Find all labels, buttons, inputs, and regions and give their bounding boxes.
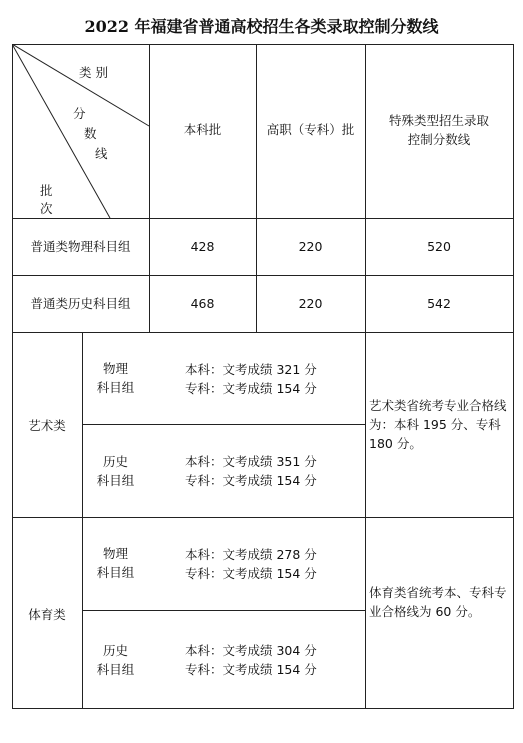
art-history-line: 专科：文考成绩 154 分 bbox=[185, 473, 317, 488]
header-special: 特殊类型招生录取 bbox=[388, 113, 489, 128]
header-undergrad: 本科批 bbox=[183, 122, 222, 137]
corner-label-score: 线 bbox=[95, 146, 108, 161]
cell-undergrad: 428 bbox=[190, 239, 215, 254]
sports-label: 体育类 bbox=[28, 607, 66, 622]
corner-label-batch: 次 bbox=[40, 201, 53, 216]
cell-special: 542 bbox=[427, 296, 451, 311]
art-history-line: 本科：文考成绩 351 分 bbox=[185, 454, 317, 469]
cell-vocational: 220 bbox=[298, 239, 323, 254]
row-divider bbox=[12, 275, 514, 276]
corner-label-batch: 批 bbox=[40, 183, 53, 198]
art-history-label: 历史 bbox=[102, 454, 128, 469]
table-border-right bbox=[513, 44, 514, 709]
sports-note: 体育类省统考本、专科专业合格线为 60 分。 bbox=[369, 585, 507, 619]
art-note: 艺术类省统考专业合格线为：本科 195 分、专科 180 分。 bbox=[369, 398, 507, 451]
sports-history-label: 历史 bbox=[102, 643, 128, 658]
art-history-label: 科目组 bbox=[96, 473, 135, 488]
row-divider bbox=[12, 332, 514, 333]
corner-label-category: 类 别 bbox=[79, 65, 108, 80]
art-label: 艺术类 bbox=[28, 418, 66, 433]
header-special: 控制分数线 bbox=[407, 132, 471, 147]
sports-physics-label: 物理 bbox=[102, 546, 128, 561]
corner-label-score: 分 bbox=[73, 106, 86, 121]
art-physics-label: 科目组 bbox=[96, 380, 135, 395]
art-physics-label: 物理 bbox=[102, 361, 128, 376]
col-divider bbox=[256, 44, 257, 332]
cell-undergrad: 468 bbox=[190, 296, 215, 311]
cell-vocational: 220 bbox=[298, 296, 323, 311]
sports-history-label: 科目组 bbox=[96, 662, 135, 677]
cell-special: 520 bbox=[427, 239, 451, 254]
sports-history-line: 专科：文考成绩 154 分 bbox=[185, 662, 317, 677]
art-physics-line: 专科：文考成绩 154 分 bbox=[185, 381, 317, 396]
table-border-bottom bbox=[12, 708, 514, 709]
sports-physics-line: 本科：文考成绩 278 分 bbox=[185, 547, 317, 562]
sports-subrow-divider bbox=[82, 610, 365, 611]
art-physics-line: 本科：文考成绩 321 分 bbox=[185, 362, 317, 377]
row-label: 普通类物理科目组 bbox=[30, 239, 131, 254]
corner-label-score: 数 bbox=[84, 126, 97, 141]
score-table bbox=[12, 44, 514, 709]
sports-history-line: 本科：文考成绩 304 分 bbox=[185, 643, 317, 658]
page-title: 2022 年福建省普通高校招生各类录取控制分数线 bbox=[84, 17, 439, 36]
sports-physics-line: 专科：文考成绩 154 分 bbox=[185, 566, 317, 581]
sports-physics-label: 科目组 bbox=[96, 565, 135, 580]
header-vocational: 高职（专科）批 bbox=[266, 122, 355, 137]
row-label: 普通类历史科目组 bbox=[30, 296, 131, 311]
row-divider bbox=[12, 517, 514, 518]
art-subrow-divider bbox=[82, 424, 365, 425]
